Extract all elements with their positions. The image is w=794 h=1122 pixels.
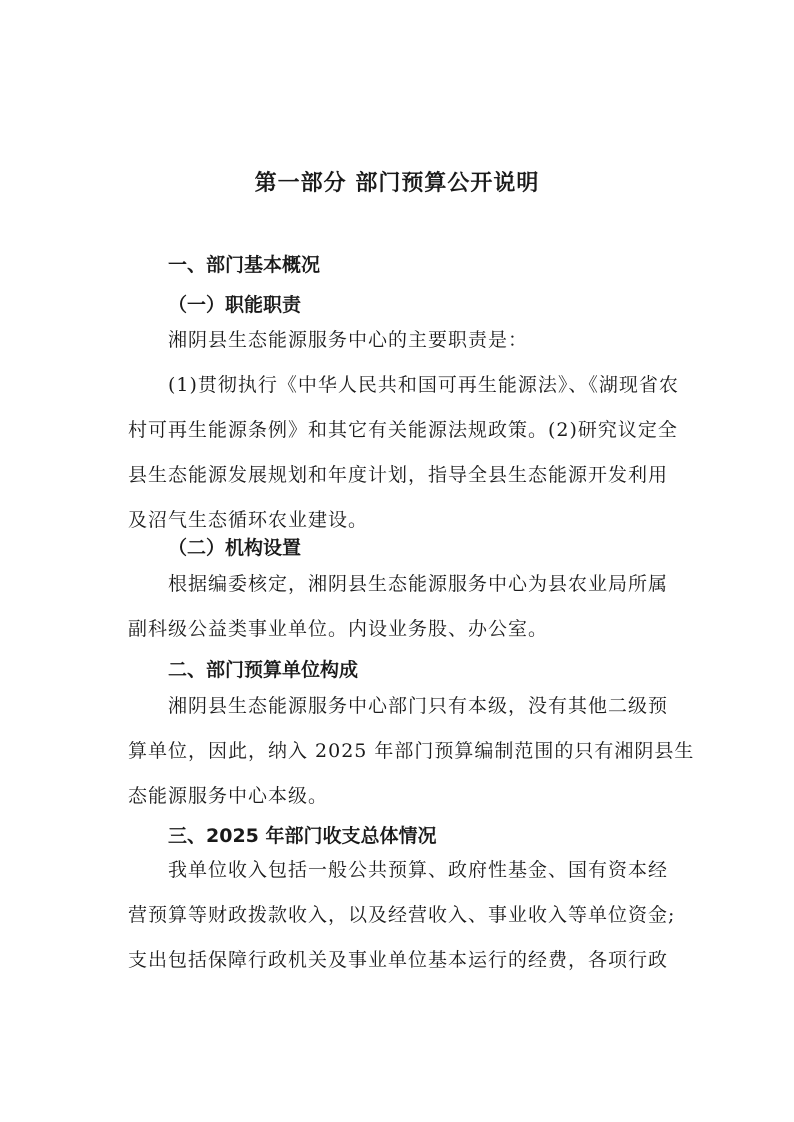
- section2-body: [128, 684, 695, 819]
- paragraph-line: 湘阴县生态能源服务中心部门只有本级，没有其他二级预: [168, 695, 669, 717]
- paragraph-line: 态能源服务中心本级。: [128, 785, 329, 807]
- paragraph-line: 湘阴县生态能源服务中心的主要职责是：: [168, 329, 529, 351]
- paragraph-line: 支出包括保障行政机关及事业单位基本运行的经费，各项行政: [128, 949, 669, 971]
- section1-sub1-heading: （一）职能职责: [168, 294, 302, 316]
- paragraph-line: 营预算等财政拨款收入，以及经营收入、事业收入等单位资金;: [128, 904, 676, 926]
- paragraph-line: 我单位收入包括一般公共预算、政府性基金、国有资本经: [168, 859, 669, 881]
- section1-sub1-body: [128, 318, 688, 543]
- paragraph-line: 县生态能源发展规划和年度计划，指导全县生态能源开发利用: [128, 464, 669, 486]
- paragraph-line: 算单位，因此，纳入 2025 年部门预算编制范围的只有湘阴县生: [128, 740, 695, 762]
- section3-heading: 三、2025 年部门收支总体情况: [168, 825, 437, 847]
- section1-heading: 一、部门基本概况: [168, 254, 321, 276]
- page-title: 第一部分 部门预算公开说明: [254, 171, 540, 196]
- paragraph-line: 根据编委核定，湘阴县生态能源服务中心为县农业局所属: [168, 573, 669, 595]
- paragraph-line: 及沼气生态循环农业建设。: [128, 509, 369, 531]
- paragraph-line: (1)贯彻执行《中华人民共和国可再生能源法》、《湖现省农: [168, 374, 679, 396]
- paragraph-line: 副科级公益类事业单位。内设业务股、办公室。: [128, 618, 549, 640]
- section2-heading: 二、部门预算单位构成: [168, 659, 359, 681]
- section1-sub2-heading: （二）机构设置: [168, 537, 302, 559]
- section3-body: [128, 848, 688, 983]
- paragraph-line: 村可再生能源条例》和其它有关能源法规政策。(2)研究议定全: [128, 419, 678, 441]
- section1-sub2-body: [128, 562, 688, 652]
